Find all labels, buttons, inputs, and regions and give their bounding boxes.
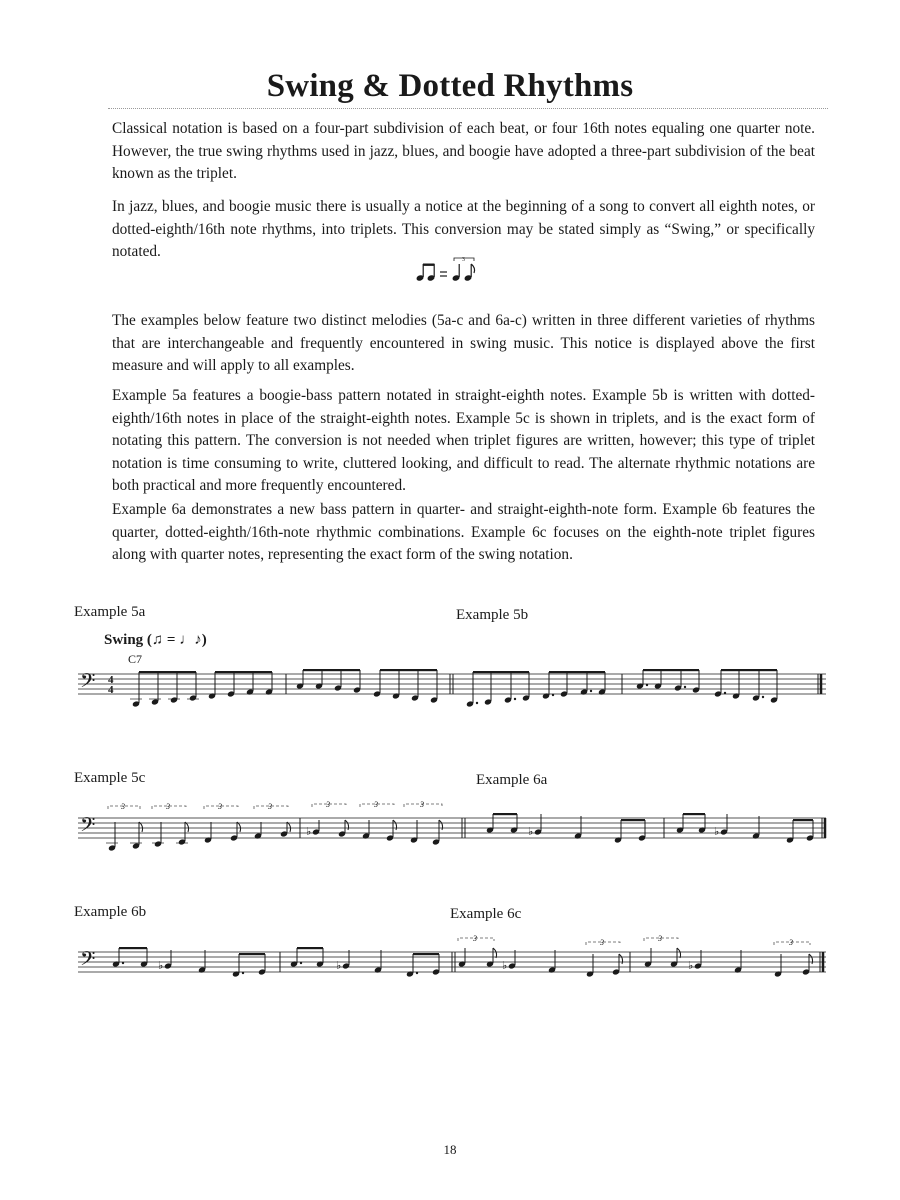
beam <box>239 953 265 955</box>
note-flag <box>439 820 443 830</box>
svg-text:3: 3 <box>462 257 465 263</box>
triplet-number: 3 <box>420 800 424 809</box>
note-flag <box>619 954 623 964</box>
staff-system-5a-5b <box>0 660 900 720</box>
example-6c-label: Example 6c <box>450 906 522 922</box>
triplet-number: 3 <box>789 938 793 947</box>
beam <box>683 813 705 815</box>
paragraph-swing-notice: In jazz, blues, and boogie music there is usually a notice at the beginning of a song to convert all eighth notes, or dotted-eighth/16th note rhythms, into triplets. This conversion may be stated simply as “Swing,” or specifically notated. <box>112 198 815 260</box>
note-flag <box>677 948 681 958</box>
bass-clef-icon: 𝄢 <box>80 947 96 975</box>
note-flag <box>287 822 291 832</box>
triplet-number: 3 <box>658 934 662 943</box>
flat-icon: ♭ <box>528 825 534 838</box>
chord-symbol: C7 <box>128 652 143 666</box>
note-dot <box>552 694 554 696</box>
bass-clef-icon: 𝄢 <box>80 669 96 697</box>
example-5a-label: Example 5a <box>74 604 146 620</box>
paragraph-examples-intro: The examples below feature two distinct melodies (5a-c and 6a-c) written in three different varieties of rhythms that are interchangeable and frequently encountered in swing music. This notice is displayed above the first measure and will apply to all examples. <box>112 312 815 374</box>
flat-icon: ♭ <box>306 825 312 838</box>
beam <box>643 669 699 671</box>
time-signature-bottom: 4 <box>108 684 114 696</box>
note-dot <box>646 684 648 686</box>
beam <box>621 819 645 821</box>
beam <box>721 669 777 671</box>
beam <box>297 947 323 949</box>
time-signature-top: 4 <box>108 674 114 686</box>
example-6b-label: Example 6b <box>74 904 147 920</box>
note-dot <box>724 692 726 694</box>
triplet-number: 3 <box>268 802 272 811</box>
note-flag <box>185 822 189 832</box>
beam <box>139 671 196 673</box>
note-dot <box>514 698 516 700</box>
triplet-number: 3 <box>326 800 330 809</box>
example-6a-label: Example 6a <box>476 772 548 788</box>
beam <box>473 671 529 673</box>
triplet-number: 3 <box>600 938 604 947</box>
triplet-number: 3 <box>374 800 378 809</box>
note-dot <box>590 690 592 692</box>
note-dot <box>684 686 686 688</box>
note-dot <box>122 962 124 964</box>
triplet-number: 3 <box>121 802 125 811</box>
flat-icon: ♭ <box>336 959 342 972</box>
bass-clef-icon: 𝄢 <box>80 813 96 841</box>
beam <box>549 671 605 673</box>
beam <box>493 813 517 815</box>
beam <box>413 953 439 955</box>
note-flag <box>345 820 349 830</box>
paragraph-intro: Classical notation is based on a four-part subdivision of each beat, or four 16th notes equaling one quarter note. However, the true swing rhythms used in jazz, blues, and boogie have adopted a three-part subdivision of the beat known as the triplet. <box>112 120 815 182</box>
beam <box>793 819 813 821</box>
beam <box>380 669 437 671</box>
note-flag <box>809 954 813 964</box>
note-dot <box>476 702 478 704</box>
paragraph-example-6: Example 6a demonstrates a new bass pattern in quarter- and straight-eighth-note form. Example 6b features the quarter, dotted-eighth/16th-note rhythmic combinations. Example 6c focuses on the eighth-note triplet figures along with quarter notes, representing the exact form of the swing notation. <box>112 501 815 563</box>
staff-system-6b-6c <box>0 926 900 998</box>
beam <box>119 947 147 949</box>
note-flag <box>393 820 397 830</box>
note-dot <box>416 972 418 974</box>
note-dot <box>242 972 244 974</box>
title-divider <box>108 108 828 109</box>
note-dot <box>300 962 302 964</box>
flat-icon: ♭ <box>502 959 508 972</box>
triplet-number: 3 <box>473 934 477 943</box>
beam <box>303 669 360 671</box>
triplet-number: 3 <box>166 802 170 811</box>
note-dot <box>762 696 764 698</box>
staff-system-5c-6a <box>0 792 900 864</box>
flat-icon: ♭ <box>688 959 694 972</box>
triplet-number: 3 <box>218 802 222 811</box>
swing-equation-figure <box>412 256 492 286</box>
paragraph-example-5: Example 5a features a boogie-bass pattern notated in straight-eighth notes. Example 5b is written with dotted-eighth/16th notes in place of the straight-eighth notes. Example 5c is shown in triplets, and is the exact form of notating this pattern. The conversion is not needed when triplet figures are written, however; this type of triplet notation is time consuming to write, cluttered looking, and difficult to read. The alternate rhythmic notations are both practical and more frequently encountered. <box>112 387 815 494</box>
page-number: 18 <box>443 1142 457 1157</box>
page-title: Swing & Dotted Rhythms <box>266 68 634 104</box>
swing-marking: Swing (♫ = ♩♪) <box>104 632 207 648</box>
example-5c-label: Example 5c <box>74 770 146 786</box>
example-5b-label: Example 5b <box>456 607 529 623</box>
note-flag <box>237 822 241 832</box>
note-flag <box>139 822 143 832</box>
flat-icon: ♭ <box>714 825 720 838</box>
note-flag <box>493 948 497 958</box>
beam <box>215 671 272 673</box>
flat-icon: ♭ <box>158 959 164 972</box>
